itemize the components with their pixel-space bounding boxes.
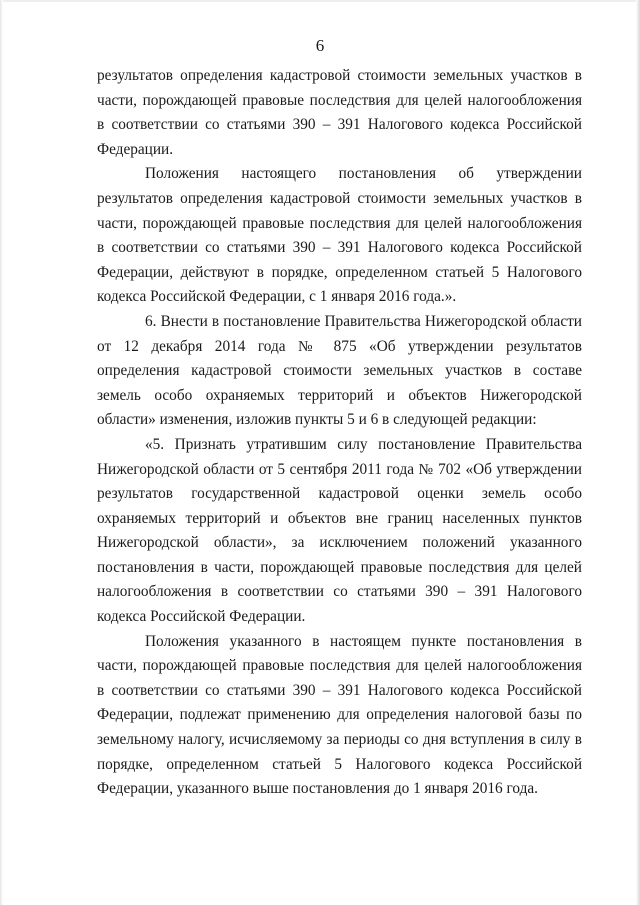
scan-edge-top [0, 0, 640, 2]
paragraph-provisions-applicable: Положения указанного в настоящем пункте постановления в части, порождающей правовые последствия для целей налогообложения в соответствии со статьями 390 – 391 Налогового кодекса Российской Федерации, подлежат применению для определения налоговой базы по земельному налогу, исчисляемому за периоды со дня вступления в силу в порядке, определенном статьей 5 Налогового кодекса Российской Федерации, указанного выше постановления до 1 января 2016 года. [97, 632, 582, 798]
scan-edge-left [0, 0, 3, 905]
paragraph-item-5-quoted: «5. Признать утратившим силу постановление Правительства Нижегородской области от 5 сентября 2011 года № 702 «Об утверждении результатов государственной кадастровой оценки земель особо охраняемых территорий и объектов вне границ населенных пунктов Нижегородской области», за исключением положений указанного постановления в части, порождающей правовые последствия для целей налогообложения в соответствии со статьями 390 – 391 Налогового кодекса Российской Федерации. [97, 435, 582, 626]
document-body [97, 64, 582, 802]
scan-edge-right [636, 0, 640, 905]
paragraph-continuation: результатов определения кадастровой стоимости земельных участков в части, порождающей правовые последствия для целей налогообложения в соответствии со статьями 390 – 391 Налогового кодекса Российской Федерации. [97, 67, 582, 158]
paragraph-item-6: 6. Внести в постановление Правительства Нижегородской области от 12 декабря 2014 года № 875 «Об утверждении результатов определения кадастровой стоимости земельных участков в составе земель особо охраняемых территорий и объектов Нижегородской области» изменения, изложив пункты 5 и 6 в следующей редакции: [97, 312, 582, 429]
page-number: 6 [315, 36, 325, 55]
paragraph-provisions-effective: Положения настоящего постановления об утверждении результатов определения кадастровой стоимости земельных участков в части, порождающей правовые последствия для целей налогообложения в соответствии со статьями 390 – 391 Налогового кодекса Российской Федерации, действуют в порядке, определенном статьей 5 Налогового кодекса Российской Федерации, с 1 января 2016 года.». [97, 165, 582, 306]
